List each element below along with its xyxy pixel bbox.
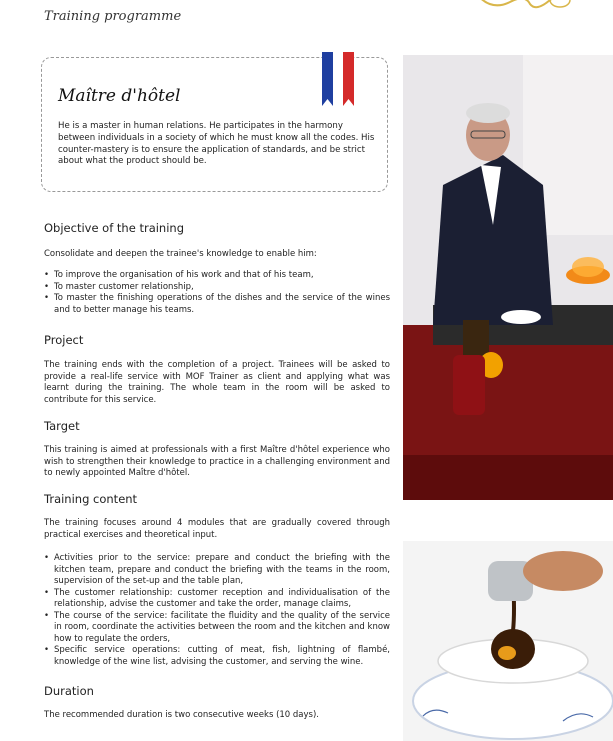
objective-heading: Objective of the training: [44, 221, 185, 235]
section-label: Training programme: [44, 9, 182, 24]
objective-list: [44, 270, 390, 316]
list-item: • To master customer relationship,: [44, 282, 390, 294]
list-item: • Activities prior to the service: prepare and conduct the briefing with the kitchen team, prepare and conduct the briefing with the teams in the room, supervision of the set-up and the table plan,: [44, 553, 390, 588]
list-item: • To master the finishing operations of the dishes and the service of the wines and to better manage his teams.: [44, 293, 390, 316]
list-item: • The course of the service: facilitate the fluidity and the quality of the service in room, coordinate the activities between the room and the kitchen and know how to regulate the orders,: [44, 611, 390, 646]
objective-intro: Consolidate and deepen the trainee's knowledge to enable him:: [44, 249, 317, 259]
role-title: Maître d'hôtel: [58, 86, 181, 106]
content-list: [44, 553, 390, 668]
target-heading: Target: [44, 419, 80, 433]
duration-text: The recommended duration is two consecutive weeks (10 days).: [44, 710, 319, 720]
project-text: The training ends with the completion of a project. Trainees will be asked to provide a real-life service with MOF Trainer as client and applying what was learnt during the training. The whole team in the room will be asked to contribute for this service.: [44, 360, 390, 405]
flambe-service-photo: [403, 55, 613, 500]
content-heading: Training content: [44, 492, 138, 506]
dessert-plating-photo: [403, 541, 613, 741]
list-item: • To improve the organisation of his work and that of his team,: [44, 270, 390, 282]
french-flag-ribbon-icon: [322, 52, 354, 106]
project-heading: Project: [44, 333, 84, 347]
duration-heading: Duration: [44, 684, 94, 698]
list-item: • Specific service operations: cutting of meat, fish, lightning of flambé, knowledge of the wine list, advising the customer, and serving the wine.: [44, 645, 390, 668]
role-description: He is a master in human relations. He participates in the harmony between individuals in a society of which he must know all the codes. His counter-mastery is to ensure the application of standards, and be strict about what the product should be.: [58, 121, 375, 167]
target-text: This training is aimed at professionals with a first Maître d'hôtel experience who wish to strengthen their knowledge to practice in a challenging environment and to newly appointed Maître d'hôtel.: [44, 445, 390, 478]
list-item: • The customer relationship: customer reception and individualisation of the relationship, advise the customer and take the order, manage claims,: [44, 588, 390, 611]
content-intro: The training focuses around 4 modules that are gradually covered through practical exercises and theoretical input.: [44, 518, 390, 540]
gold-ornament-logo: [470, 0, 580, 12]
